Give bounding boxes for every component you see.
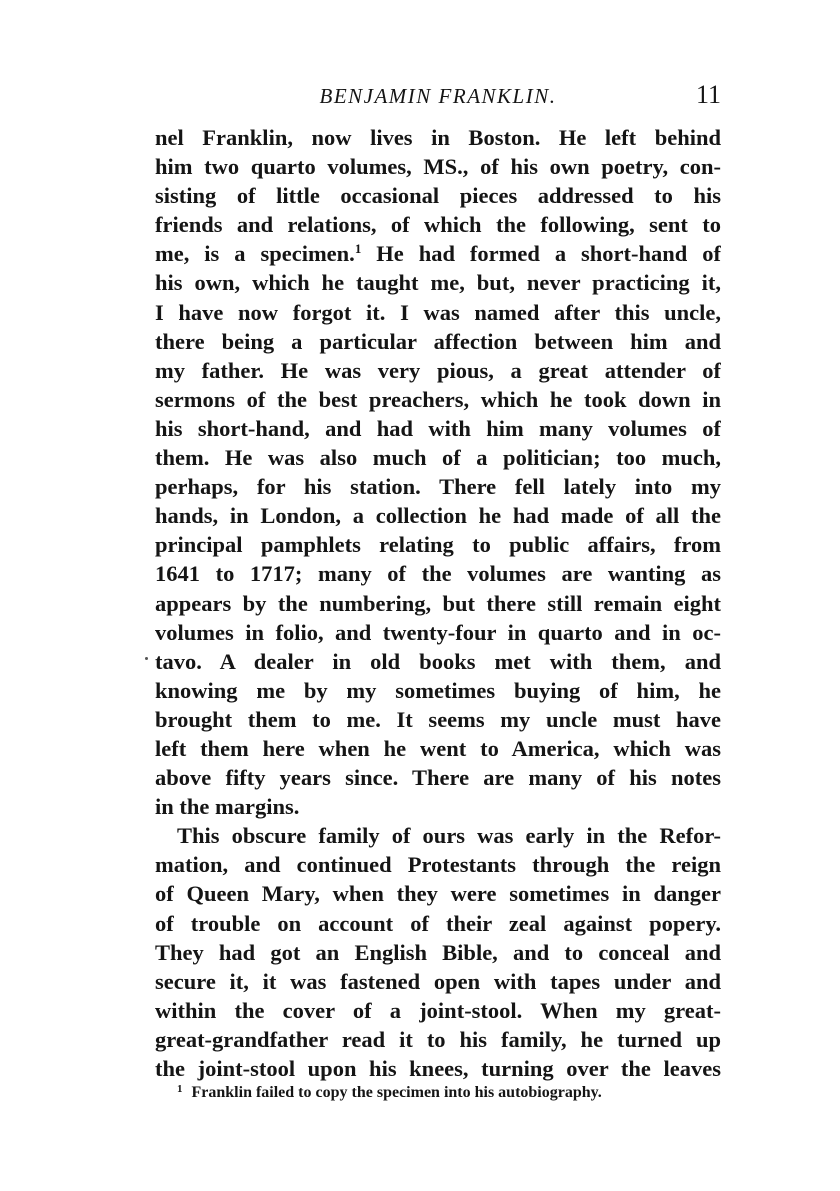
running-head xyxy=(155,80,721,112)
text-segment: He had formed a short-hand of xyxy=(376,241,721,267)
text-line: volumes in folio, and twenty-four in quarto and in oc- xyxy=(155,619,721,645)
text-line: knowing me by my sometimes buying of him, he xyxy=(155,677,721,703)
text-line-with-footnote xyxy=(155,239,721,268)
footnote xyxy=(177,1083,717,1102)
text-line: left them here when he went to America, which was xyxy=(155,735,721,761)
text-line: tavo. A dealer in old books met with them, and xyxy=(155,648,721,674)
text-line: above fifty years since. There are many of his notes xyxy=(155,765,721,791)
text-line: there being a particular affection between him and xyxy=(155,328,721,354)
footnote-text: Franklin failed to copy the specimen into his autobiography. xyxy=(191,1084,602,1101)
text-line: of trouble on account of their zeal against popery. xyxy=(155,910,721,936)
text-line: secure it, it was fastened open with tapes under and xyxy=(155,968,721,994)
body-text xyxy=(155,123,721,1083)
text-line: within the cover of a joint-stool. When my great- xyxy=(155,997,721,1023)
text-line: mation, and continued Protestants through the reign xyxy=(155,852,721,878)
text-line: sisting of little occasional pieces addressed to his xyxy=(155,183,721,209)
footnote-reference: 1 xyxy=(354,241,362,257)
text-line: friends and relations, of which the following, sent to xyxy=(155,212,721,238)
page-number: 11 xyxy=(695,80,721,109)
text-line: the joint-stool upon his knees, turning over the leaves xyxy=(155,1056,721,1081)
text-line: him two quarto volumes, MS., of his own poetry, con- xyxy=(155,154,721,180)
text-line: sermons of the best preachers, which he took down in xyxy=(155,386,721,412)
text-line-paragraph-end: in the margins. xyxy=(155,794,300,820)
text-line: perhaps, for his station. There fell lately into my xyxy=(155,474,721,500)
text-line: his own, which he taught me, but, never practicing it, xyxy=(155,270,721,296)
text-segment: me, is a specimen. xyxy=(155,241,355,267)
text-line: hands, in London, a collection he had made of all the xyxy=(155,503,721,529)
footnote-number: 1 xyxy=(177,1083,183,1095)
print-speck xyxy=(145,657,148,660)
text-line: my father. He was very pious, a great attender of xyxy=(155,357,721,383)
text-line: principal pamphlets relating to public affairs, from xyxy=(155,532,721,558)
running-title: BENJAMIN FRANKLIN. xyxy=(319,84,557,108)
text-line: I have now forgot it. I was named after this uncle, xyxy=(155,299,721,325)
text-line: of Queen Mary, when they were sometimes in danger xyxy=(155,881,721,907)
text-line: them. He was also much of a politician; too much, xyxy=(155,445,721,471)
text-line: appears by the numbering, but there still remain eight xyxy=(155,590,721,616)
text-line: great-grandfather read it to his family, he turned up xyxy=(155,1026,721,1052)
text-line: nel Franklin, now lives in Boston. He left behind xyxy=(155,125,721,150)
text-line: brought them to me. It seems my uncle must have xyxy=(155,706,721,732)
text-line: They had got an English Bible, and to conceal and xyxy=(155,939,721,965)
text-line: 1641 to 1717; many of the volumes are wanting as xyxy=(155,561,721,587)
text-line-paragraph-start: This obscure family of ours was early in the Refor- xyxy=(177,823,721,849)
text-line: his short-hand, and had with him many volumes of xyxy=(155,415,721,441)
